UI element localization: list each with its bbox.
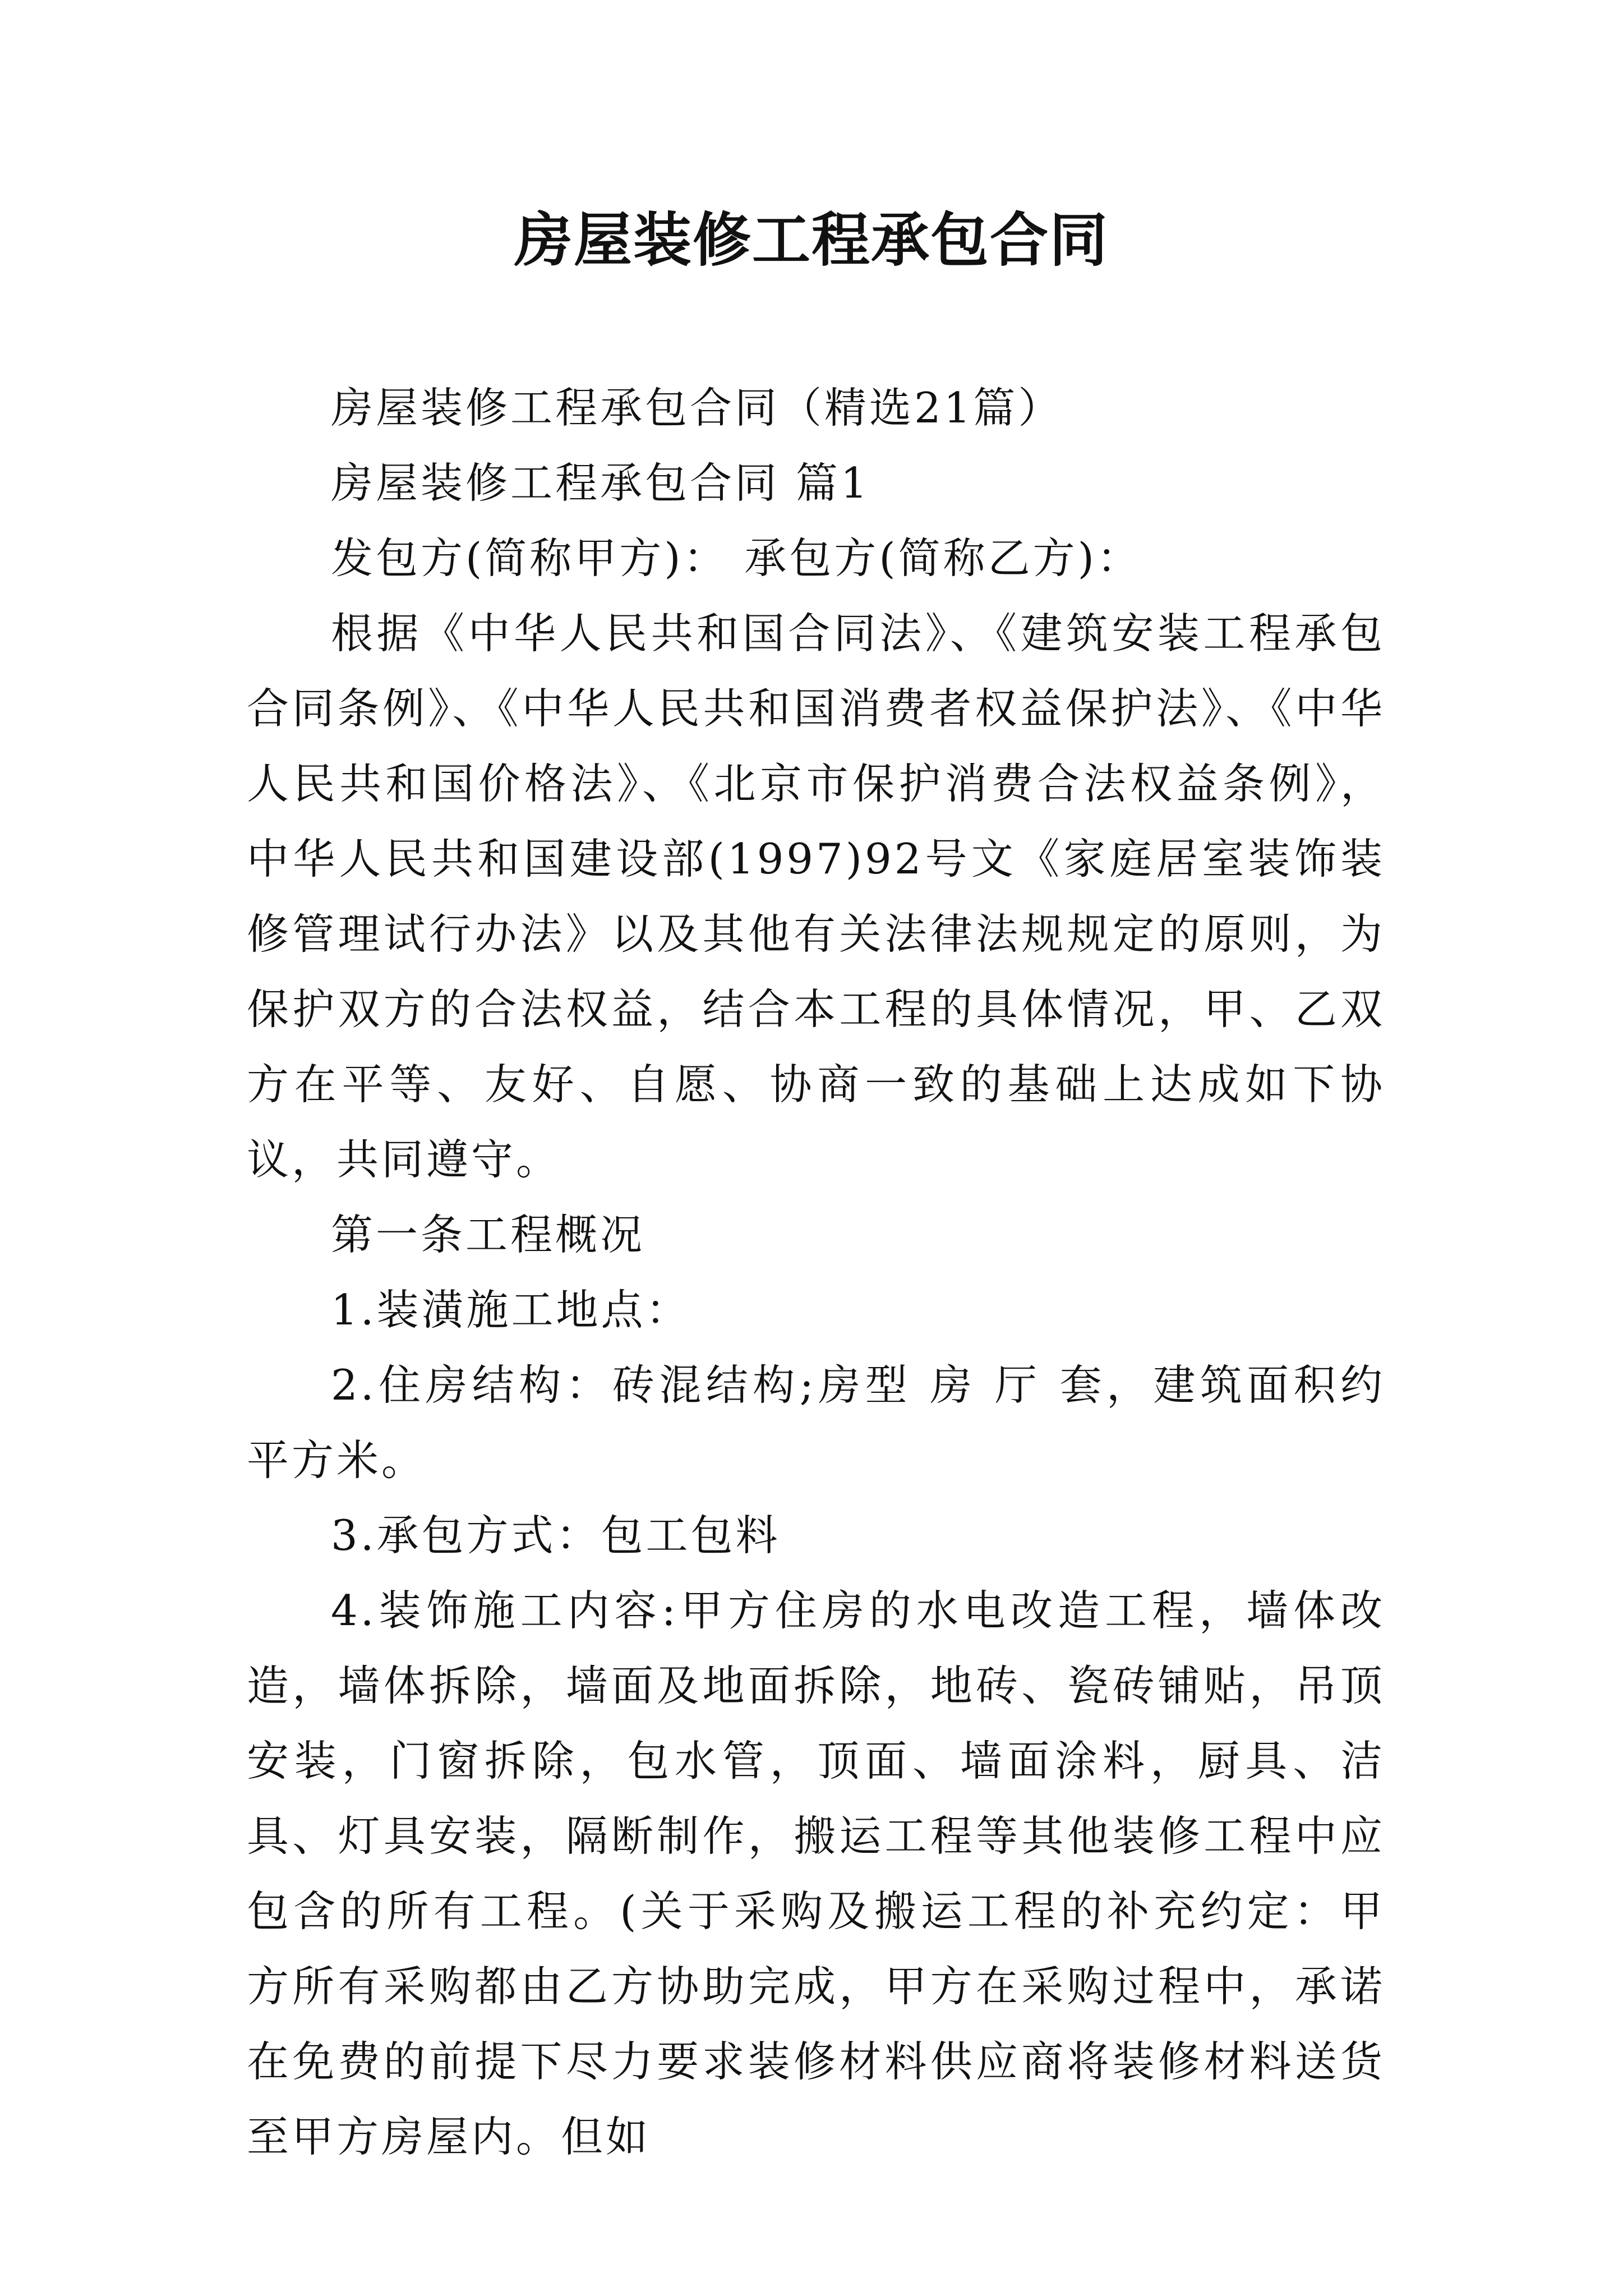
paragraph-contract-mode: 3.承包方式：包工包料: [331, 1511, 781, 1560]
paragraph-legal-basis: 根据《中华人民共和国合同法》、《建筑安装工程承包合同条例》、《中华人民共和国消费者权益保护法》、《中华人民共和国价格法》、《北京市保护消费合法权益条例》，中华人民共和国建设部(1997)92号文《家庭居室装饰装修管理试行办法》以及其他有关法律法规规定的原则，为保护双方的合法权益，结合本工程的具体情况，甲、乙双方在平等、友好、自愿、协商一致的基础上达成如下协议，共同遵守。: [247, 609, 1385, 1184]
document-body: [247, 370, 1385, 2174]
paragraph-housing-structure: 2.住房结构：砖混结构;房型 房 厅 套，建筑面积约 平方米。: [247, 1360, 1385, 1485]
paragraph-parties: 发包方(简称甲方)： 承包方(简称乙方)：: [331, 533, 1142, 583]
paragraph-work-content: 4.装饰施工内容:甲方住房的水电改造工程，墙体改造，墙体拆除，墙面及地面拆除，地砖、瓷砖铺贴，吊顶安装，门窗拆除，包水管，顶面、墙面涂料，厨具、洁具、灯具安装，隔断制作，搬运工程等其他装修工程中应包含的所有工程。(关于采购及搬运工程的补充约定：甲方所有采购都由乙方协助完成，甲方在采购过程中，承诺在免费的前提下尽力要求装修材料供应商将装修材料送货至甲方房屋内。但如: [247, 1586, 1385, 2161]
paragraph-section-heading: 房屋装修工程承包合同 篇1: [331, 458, 870, 508]
paragraph-site-location: 1.装潢施工地点：: [331, 1285, 691, 1335]
document-title: 房屋装修工程承包合同: [514, 205, 1109, 274]
paragraph-collection-title: 房屋装修工程承包合同（精选21篇）: [331, 383, 1063, 432]
paragraph-article-one: 第一条工程概况: [331, 1210, 645, 1259]
